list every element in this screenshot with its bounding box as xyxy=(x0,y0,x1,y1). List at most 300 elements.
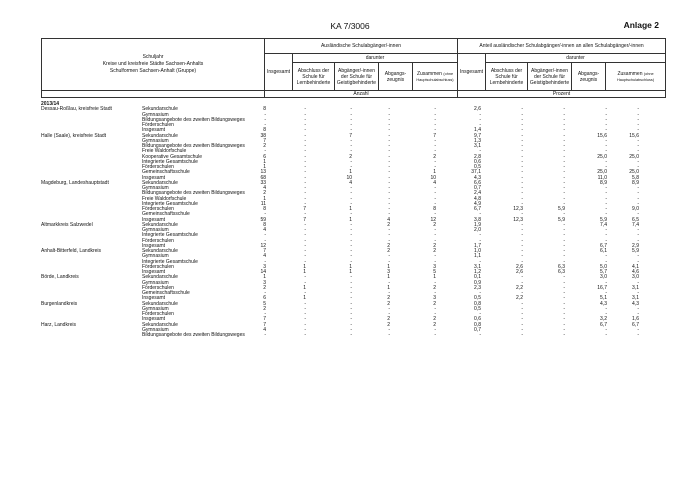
percent-cell: - xyxy=(563,111,565,118)
subgroup-header-darunter-pct: darunter xyxy=(486,54,666,63)
count-cell: - xyxy=(434,326,436,333)
count-cell: 10 xyxy=(346,174,352,181)
count-cell: - xyxy=(304,237,306,244)
percent-cell: 11,0 xyxy=(597,174,607,181)
school-type-label: Insgesamt xyxy=(142,316,166,323)
count-cell: - xyxy=(304,305,306,312)
school-type-label: Gymnasium xyxy=(142,326,169,333)
percent-cell: - xyxy=(521,232,523,239)
count-cell: 3 xyxy=(263,263,266,270)
percent-cell: - xyxy=(479,232,481,239)
count-cell: 2 xyxy=(387,221,390,228)
percent-cell: - xyxy=(605,227,607,233)
percent-cell: - xyxy=(521,248,523,254)
count-cell: 1 xyxy=(263,274,266,281)
count-cell: 1 xyxy=(263,164,266,170)
count-cell: - xyxy=(264,290,266,296)
percent-cell: - xyxy=(521,242,523,249)
school-type-label: Kooperative Gesamtschule xyxy=(142,153,203,160)
school-type-label: Förderschulen xyxy=(142,206,174,212)
count-cell: - xyxy=(434,148,436,155)
percent-cell: - xyxy=(605,200,607,207)
count-cell: - xyxy=(350,164,352,170)
count-cell: 3 xyxy=(263,279,266,286)
percent-cell: 6,7 xyxy=(600,321,607,328)
percent-cell: 9,0 xyxy=(632,206,639,212)
percent-cell: - xyxy=(605,158,607,165)
percent-cell: 1,6 xyxy=(632,316,639,323)
school-type-label: Sekundarschule xyxy=(142,106,178,113)
percent-cell: - xyxy=(637,158,639,165)
count-cell: - xyxy=(304,258,306,265)
school-type-label: Insgesamt xyxy=(142,216,166,223)
percent-cell: - xyxy=(563,221,565,228)
region-label: Magdeburg, Landeshauptstadt xyxy=(41,179,109,186)
percent-cell: - xyxy=(521,185,523,191)
percent-cell: 1,1 xyxy=(474,253,481,260)
region-label: Anhalt-Bitterfeld, Landkreis xyxy=(41,248,102,254)
school-type-label: Gemeinschaftsschule xyxy=(142,211,190,218)
percent-cell: 2,9 xyxy=(632,242,639,249)
percent-cell: 25,0 xyxy=(597,153,607,160)
count-cell: 1 xyxy=(349,169,352,176)
count-cell: - xyxy=(388,132,390,139)
count-cell: - xyxy=(304,227,306,233)
count-cell: - xyxy=(304,211,306,218)
count-cell: 2 xyxy=(349,153,352,160)
school-type-label: Gymnasium xyxy=(142,279,169,286)
count-cell: - xyxy=(434,211,436,218)
percent-cell: - xyxy=(563,311,565,317)
school-type-label: Sekundarschule xyxy=(142,300,178,307)
percent-cell: - xyxy=(479,332,481,338)
count-cell: - xyxy=(434,185,436,191)
percent-cell: - xyxy=(521,148,523,155)
school-type-label: Insgesamt xyxy=(142,242,166,249)
count-cell: - xyxy=(350,200,352,207)
col-header-lernbehindert: Abschluss der Schule für Lernbehinderte xyxy=(293,63,335,91)
percent-cell: - xyxy=(479,122,481,128)
school-type-label: Förderschulen xyxy=(142,263,174,270)
count-cell: - xyxy=(264,111,266,118)
count-cell: - xyxy=(350,321,352,328)
percent-cell: - xyxy=(563,190,565,197)
percent-cell: - xyxy=(563,326,565,333)
count-cell: 1 xyxy=(433,274,436,281)
school-type-label: Gymnasium xyxy=(142,227,169,233)
count-cell: - xyxy=(388,200,390,207)
percent-cell: - xyxy=(563,122,565,128)
percent-cell: - xyxy=(521,164,523,170)
count-cell: 4 xyxy=(263,326,266,333)
count-cell: 2 xyxy=(387,300,390,307)
percent-cell: 6,6 xyxy=(474,179,481,186)
count-cell: - xyxy=(350,106,352,113)
percent-cell: - xyxy=(521,179,523,186)
percent-cell: - xyxy=(605,326,607,333)
count-cell: - xyxy=(350,316,352,323)
percent-cell: - xyxy=(521,279,523,286)
school-type-label: Gemeinschaftsschule xyxy=(142,169,190,176)
percent-cell: - xyxy=(605,127,607,134)
count-cell: 12 xyxy=(260,242,266,249)
percent-cell: 8,9 xyxy=(632,179,639,186)
percent-cell: 4,3 xyxy=(474,174,481,181)
count-cell: - xyxy=(350,237,352,244)
percent-cell: - xyxy=(637,116,639,123)
school-type-label: Bildungsangebote des zweiten Bildungsweges xyxy=(142,116,245,123)
count-cell: - xyxy=(388,211,390,218)
count-cell: 6 xyxy=(263,295,266,302)
percent-cell: - xyxy=(479,290,481,296)
count-cell: 33 xyxy=(260,179,266,186)
count-cell: - xyxy=(388,232,390,239)
col-header-geistigbehindert-pct: Abgänger/-innen der Schule für Geistigbehinderte xyxy=(528,63,572,91)
count-cell: - xyxy=(350,326,352,333)
percent-cell: - xyxy=(605,332,607,338)
count-cell: - xyxy=(304,279,306,286)
count-cell: - xyxy=(350,195,352,202)
count-cell: - xyxy=(388,174,390,181)
count-cell: - xyxy=(264,311,266,317)
percent-cell: - xyxy=(637,211,639,218)
percent-cell: - xyxy=(563,158,565,165)
percent-cell: 5,0 xyxy=(600,263,607,270)
count-cell: 1 xyxy=(303,295,306,302)
school-type-label: Insgesamt xyxy=(142,269,166,275)
count-cell: - xyxy=(434,195,436,202)
count-cell: - xyxy=(434,106,436,113)
count-cell: 1 xyxy=(349,263,352,270)
percent-cell: - xyxy=(563,132,565,139)
percent-cell: - xyxy=(637,290,639,296)
percent-cell: - xyxy=(605,111,607,118)
percent-cell: 25,0 xyxy=(629,153,639,160)
count-cell: 7 xyxy=(263,137,266,144)
percent-cell: - xyxy=(563,137,565,144)
subgroup-header-darunter: darunter xyxy=(293,54,458,63)
percent-cell: - xyxy=(521,153,523,160)
count-cell: - xyxy=(350,290,352,296)
school-type-label: Bildungsangebote des zweiten Bildungsweges xyxy=(142,190,245,197)
count-cell: - xyxy=(304,169,306,176)
school-type-label: Bildungsangebote des zweiten Bildungsweges xyxy=(142,143,245,149)
percent-cell: 7,4 xyxy=(600,221,607,228)
count-cell: 2 xyxy=(433,284,436,291)
percent-cell: - xyxy=(605,305,607,312)
col-header-abgangszeugnis: Abgangs-zeugnis xyxy=(379,63,413,91)
header-title xyxy=(42,39,265,91)
count-cell: - xyxy=(304,174,306,181)
col-header-lernbehindert-pct: Abschluss der Schule für Lernbehinderte xyxy=(486,63,528,91)
count-cell: 59 xyxy=(260,216,266,223)
percent-cell: 12,3 xyxy=(513,206,523,212)
count-cell: - xyxy=(388,148,390,155)
count-cell: 1 xyxy=(387,284,390,291)
percent-cell: - xyxy=(521,122,523,128)
count-cell: - xyxy=(434,227,436,233)
count-cell: 4 xyxy=(349,179,352,186)
count-cell: - xyxy=(350,258,352,265)
percent-cell: - xyxy=(521,211,523,218)
percent-cell: 5,9 xyxy=(632,248,639,254)
percent-cell: - xyxy=(605,190,607,197)
percent-cell: - xyxy=(637,195,639,202)
count-cell: - xyxy=(350,305,352,312)
count-cell: 2 xyxy=(263,305,266,312)
count-cell: 2 xyxy=(263,190,266,197)
percent-cell: 15,6 xyxy=(597,132,607,139)
percent-cell: - xyxy=(563,174,565,181)
count-cell: - xyxy=(388,143,390,149)
school-type-label: Förderschulen xyxy=(142,237,174,244)
count-cell: 4 xyxy=(263,185,266,191)
percent-cell: 2,6 xyxy=(474,106,481,113)
count-cell: 1 xyxy=(349,269,352,275)
count-cell: - xyxy=(434,290,436,296)
count-cell: - xyxy=(264,237,266,244)
percent-cell: - xyxy=(563,279,565,286)
count-cell: 8 xyxy=(433,206,436,212)
count-cell: - xyxy=(434,305,436,312)
percent-cell: 5,7 xyxy=(600,269,607,275)
percent-cell: - xyxy=(605,195,607,202)
percent-cell: - xyxy=(479,111,481,118)
percent-cell: - xyxy=(637,143,639,149)
percent-cell: - xyxy=(637,164,639,170)
count-cell: - xyxy=(350,190,352,197)
count-cell: - xyxy=(350,211,352,218)
count-cell: - xyxy=(304,158,306,165)
region-label: Burgenlandkreis xyxy=(41,300,78,307)
count-cell: - xyxy=(304,116,306,123)
percent-cell: - xyxy=(521,111,523,118)
count-cell: - xyxy=(350,143,352,149)
count-cell: 3 xyxy=(433,263,436,270)
percent-cell: 7,4 xyxy=(632,221,639,228)
percent-cell: 0,7 xyxy=(474,185,481,191)
count-cell: - xyxy=(304,290,306,296)
col-header-abgangszeugnis-pct: Abgangs-zeugnis xyxy=(572,63,606,91)
count-cell: - xyxy=(350,248,352,254)
percent-cell: - xyxy=(605,164,607,170)
percent-cell: 12,3 xyxy=(513,216,523,223)
count-cell: - xyxy=(434,122,436,128)
percent-cell: - xyxy=(521,200,523,207)
percent-cell: - xyxy=(521,300,523,307)
count-cell: - xyxy=(388,185,390,191)
count-cell: 1 xyxy=(387,274,390,281)
annex-label: Anlage 2 xyxy=(623,20,659,30)
percent-cell: 6,7 xyxy=(474,206,481,212)
count-cell: 1 xyxy=(349,206,352,212)
count-cell: - xyxy=(434,190,436,197)
percent-cell: 2,6 xyxy=(516,263,523,270)
percent-cell: 0,8 xyxy=(474,321,481,328)
count-cell: 2 xyxy=(433,321,436,328)
count-cell: - xyxy=(304,321,306,328)
count-cell: - xyxy=(304,106,306,113)
percent-cell: 0,5 xyxy=(474,164,481,170)
unit-label-count: Anzahl xyxy=(265,91,458,98)
percent-cell: 1,3 xyxy=(474,137,481,144)
percent-cell: - xyxy=(479,258,481,265)
count-cell: - xyxy=(388,279,390,286)
count-cell: 7 xyxy=(433,132,436,139)
school-type-label: Sekundarschule xyxy=(142,179,178,186)
count-cell: 10 xyxy=(430,174,436,181)
col-header-total-pct: Insgesamt xyxy=(458,54,486,91)
percent-cell: 0,5 xyxy=(474,295,481,302)
count-cell: 2 xyxy=(433,316,436,323)
count-cell: - xyxy=(388,111,390,118)
percent-cell: 3,0 xyxy=(632,274,639,281)
percent-cell: 0,6 xyxy=(474,158,481,165)
school-year-label: 2013/14 xyxy=(41,101,60,107)
count-cell: 7 xyxy=(263,248,266,254)
count-cell: - xyxy=(350,158,352,165)
percent-cell: 4,6 xyxy=(632,269,639,275)
region-label: Dessau-Roßlau, kreisfreie Stadt xyxy=(41,106,112,113)
percent-cell: 3,1 xyxy=(474,143,481,149)
percent-cell: - xyxy=(521,137,523,144)
percent-cell: - xyxy=(563,116,565,123)
percent-cell: - xyxy=(605,206,607,212)
count-cell: - xyxy=(434,237,436,244)
percent-cell: - xyxy=(563,169,565,176)
percent-cell: 1,7 xyxy=(474,242,481,249)
percent-cell: - xyxy=(563,248,565,254)
count-cell: 14 xyxy=(260,269,266,275)
school-type-label: Sekundarschule xyxy=(142,321,178,328)
percent-cell: - xyxy=(563,148,565,155)
percent-cell: - xyxy=(563,253,565,260)
percent-cell: - xyxy=(563,227,565,233)
percent-cell: - xyxy=(521,305,523,312)
count-cell: 4 xyxy=(387,216,390,223)
count-cell: - xyxy=(304,179,306,186)
group-header-foreign-leavers: Ausländische Schulabgänger/-innen xyxy=(265,39,458,54)
percent-cell: - xyxy=(563,321,565,328)
col-header-zusammen-pct: Zusammen (ohne Hauptschulabschluss) xyxy=(606,63,666,91)
count-cell: - xyxy=(304,153,306,160)
percent-cell: 1,4 xyxy=(474,127,481,134)
count-cell: - xyxy=(388,253,390,260)
count-cell: - xyxy=(350,242,352,249)
count-cell: - xyxy=(388,158,390,165)
percent-cell: - xyxy=(563,242,565,249)
percent-cell: - xyxy=(521,106,523,113)
percent-cell: - xyxy=(563,305,565,312)
count-cell: - xyxy=(264,332,266,338)
school-type-label: Sekundarschule xyxy=(142,248,178,254)
count-cell: 2 xyxy=(263,284,266,291)
school-type-label: Freie Waldorfschule xyxy=(142,195,187,202)
percent-cell: - xyxy=(521,143,523,149)
count-cell: 12 xyxy=(430,216,436,223)
percent-cell: - xyxy=(637,227,639,233)
percent-cell: - xyxy=(563,300,565,307)
percent-cell: - xyxy=(563,211,565,218)
count-cell: 2 xyxy=(387,248,390,254)
percent-cell: - xyxy=(605,185,607,191)
count-cell: 11 xyxy=(260,200,266,207)
percent-cell: - xyxy=(637,332,639,338)
count-cell: - xyxy=(388,106,390,113)
count-cell: - xyxy=(350,232,352,239)
school-type-label: Integrierte Gesamtschule xyxy=(142,158,198,165)
percent-cell: 3,1 xyxy=(474,263,481,270)
percent-cell: - xyxy=(479,237,481,244)
count-cell: - xyxy=(304,148,306,155)
percent-cell: - xyxy=(637,326,639,333)
percent-cell: 1,2 xyxy=(474,269,481,275)
count-cell: 7 xyxy=(349,132,352,139)
percent-cell: 6,3 xyxy=(558,263,565,270)
count-cell: - xyxy=(350,221,352,228)
percent-cell: 2,0 xyxy=(474,227,481,233)
percent-cell: - xyxy=(605,237,607,244)
percent-cell: - xyxy=(605,232,607,239)
percent-cell: - xyxy=(563,106,565,113)
count-cell: - xyxy=(304,274,306,281)
school-type-label: Gymnasium xyxy=(142,137,169,144)
school-type-label: Sekundarschule xyxy=(142,132,178,139)
count-cell: - xyxy=(304,326,306,333)
unit-label-percent: Prozent xyxy=(458,91,666,98)
count-cell: - xyxy=(388,195,390,202)
school-type-label: Gymnasium xyxy=(142,111,169,118)
percent-cell: - xyxy=(563,258,565,265)
percent-cell: - xyxy=(563,232,565,239)
percent-cell: 4,3 xyxy=(600,300,607,307)
percent-cell: - xyxy=(637,232,639,239)
percent-cell: - xyxy=(637,237,639,244)
count-cell: 2 xyxy=(263,143,266,149)
count-cell: - xyxy=(388,137,390,144)
percent-cell: - xyxy=(637,253,639,260)
percent-cell: 6,7 xyxy=(632,321,639,328)
count-cell: - xyxy=(304,127,306,134)
count-cell: 3 xyxy=(433,295,436,302)
count-cell: - xyxy=(388,116,390,123)
percent-cell: 5,9 xyxy=(558,216,565,223)
count-cell: - xyxy=(304,122,306,128)
count-cell: 8 xyxy=(263,221,266,228)
count-cell: 5 xyxy=(433,269,436,275)
percent-cell: - xyxy=(605,106,607,113)
percent-cell: - xyxy=(563,274,565,281)
count-cell: 7 xyxy=(303,216,306,223)
percent-cell: 3,8 xyxy=(474,216,481,223)
percent-cell: 4,3 xyxy=(632,300,639,307)
percent-cell: - xyxy=(605,143,607,149)
percent-cell: 2,2 xyxy=(516,284,523,291)
count-cell: - xyxy=(388,169,390,176)
percent-cell: - xyxy=(521,190,523,197)
count-cell: - xyxy=(388,206,390,212)
percent-cell: 2,4 xyxy=(474,190,481,197)
count-cell: 2 xyxy=(387,321,390,328)
count-cell: - xyxy=(304,190,306,197)
percent-cell: - xyxy=(521,237,523,244)
region-label: Halle (Saale), kreisfreie Stadt xyxy=(41,132,107,139)
count-cell: - xyxy=(434,137,436,144)
count-cell: 1 xyxy=(349,216,352,223)
percent-cell: 5,8 xyxy=(632,174,639,181)
count-cell: 2 xyxy=(433,153,436,160)
count-cell: 13 xyxy=(260,169,266,176)
